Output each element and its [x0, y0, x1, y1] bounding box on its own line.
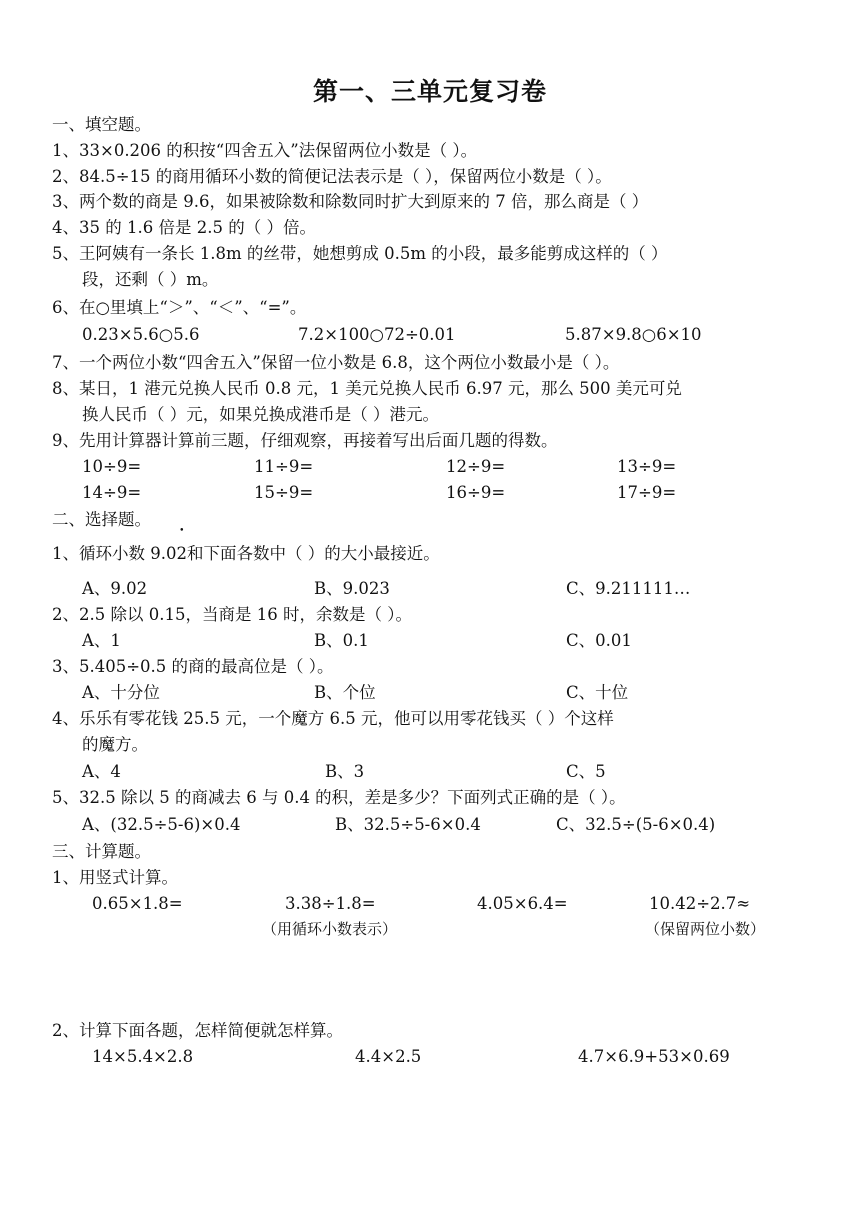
division-item: 11÷9=	[254, 457, 314, 476]
option-a: A、(32.5÷5-6)×0.4	[82, 815, 241, 834]
division-item: 14÷9=	[82, 483, 142, 502]
division-item: 15÷9=	[254, 483, 314, 502]
option-b: B、32.5÷5-6×0.4	[335, 815, 481, 834]
choice-question-1-start: 1、循环小数 9.0	[52, 544, 177, 563]
compare-item: 7.2×100○72÷0.01	[298, 325, 456, 344]
division-item: 13÷9=	[617, 457, 677, 476]
choice-question-2: 2、2.5 除以 0.15，当商是 16 时，余数是（ ）。	[52, 605, 412, 624]
division-item: 10÷9=	[82, 457, 142, 476]
option-b: B、3	[325, 762, 365, 781]
calc-question-2: 2、计算下面各题，怎样简便就怎样算。	[52, 1021, 343, 1040]
division-item: 16÷9=	[446, 483, 506, 502]
calc-item: 4.7×6.9+53×0.69	[578, 1047, 730, 1066]
option-a: A、1	[82, 631, 121, 650]
option-b: B、个位	[314, 683, 376, 702]
fill-question-6: 6、在○里填上“＞”、“＜”、“=”。	[52, 298, 307, 317]
calc-item: 3.38÷1.8=	[285, 894, 376, 913]
calc-item: 0.65×1.8=	[92, 894, 183, 913]
choice-question-4-cont: 的魔方。	[82, 735, 148, 754]
fill-question-9: 9、先用计算器计算前三题，仔细观察，再接着写出后面几题的得数。	[52, 431, 558, 450]
calc-question-1: 1、用竖式计算。	[52, 868, 178, 887]
option-c: C、32.5÷(5-6×0.4)	[556, 815, 716, 834]
section-heading-choice: 二、选择题。	[52, 510, 151, 529]
option-b: B、9.023	[314, 579, 390, 598]
fill-question-3: 3、两个数的商是 9.6，如果被除数和除数同时扩大到原来的 7 倍，那么商是（ ）	[52, 192, 649, 211]
compare-item: 5.87×9.8○6×10	[565, 325, 702, 344]
choice-question-3: 3、5.405÷0.5 的商的最高位是（ ）。	[52, 657, 334, 676]
choice-question-4: 4、乐乐有零花钱 25.5 元，一个魔方 6.5 元，他可以用零花钱买（ ）个这样	[52, 709, 614, 728]
fill-question-1: 1、33×0.206 的积按“四舍五入”法保留两位小数是（ ）。	[52, 141, 478, 160]
calc-item: 4.05×6.4=	[477, 894, 568, 913]
option-c: C、十位	[566, 683, 629, 702]
option-c: C、0.01	[566, 631, 632, 650]
fill-question-8: 8、某日，1 港元兑换人民币 0.8 元，1 美元兑换人民币 6.97 元，那么 500 美元可兑	[52, 379, 682, 398]
calc-item: 14×5.4×2.8	[92, 1047, 194, 1066]
page-title: 第一、三单元复习卷	[312, 77, 547, 106]
repeating-digit: • 2	[176, 542, 187, 566]
division-item: 12÷9=	[446, 457, 506, 476]
fill-question-7: 7、一个两位小数“四舍五入”保留一位小数是 6.8，这个两位小数最小是（ ）。	[52, 353, 620, 372]
compare-item: 0.23×5.6○5.6	[82, 325, 200, 344]
fill-question-5-cont: 段，还剩（ ）m。	[82, 270, 219, 289]
choice-question-1	[52, 542, 440, 566]
division-item: 17÷9=	[617, 483, 677, 502]
option-a: A、9.02	[82, 579, 148, 598]
fill-question-8-cont: 换人民币（ ）元，如果兑换成港币是（ ）港元。	[82, 405, 439, 424]
choice-question-5: 5、32.5 除以 5 的商减去 6 与 0.4 的积，差是多少？下面列式正确的是（ ）。	[52, 788, 626, 807]
calc-note: （用循环小数表示）	[262, 920, 398, 938]
option-c: C、5	[566, 762, 606, 781]
option-c: C、9.211111…	[566, 579, 691, 598]
fill-question-4: 4、35 的 1.6 倍是 2.5 的（ ）倍。	[52, 218, 316, 237]
calc-note: （保留两位小数）	[645, 920, 766, 938]
fill-question-5: 5、王阿姨有一条长 1.8m 的丝带，她想剪成 0.5m 的小段，最多能剪成这样的（ ）	[52, 244, 668, 263]
calc-item: 4.4×2.5	[355, 1047, 422, 1066]
choice-question-1-end: 和下面各数中（ ）的大小最接近。	[186, 544, 440, 563]
option-a: A、十分位	[82, 683, 160, 702]
section-heading-calc: 三、计算题。	[52, 842, 151, 861]
section-heading-fill: 一、填空题。	[52, 115, 151, 134]
fill-question-2: 2、84.5÷15 的商用循环小数的简便记法表示是（ ），保留两位小数是（ ）。	[52, 167, 612, 186]
option-a: A、4	[82, 762, 121, 781]
calc-item: 10.42÷2.7≈	[649, 894, 751, 913]
option-b: B、0.1	[314, 631, 369, 650]
